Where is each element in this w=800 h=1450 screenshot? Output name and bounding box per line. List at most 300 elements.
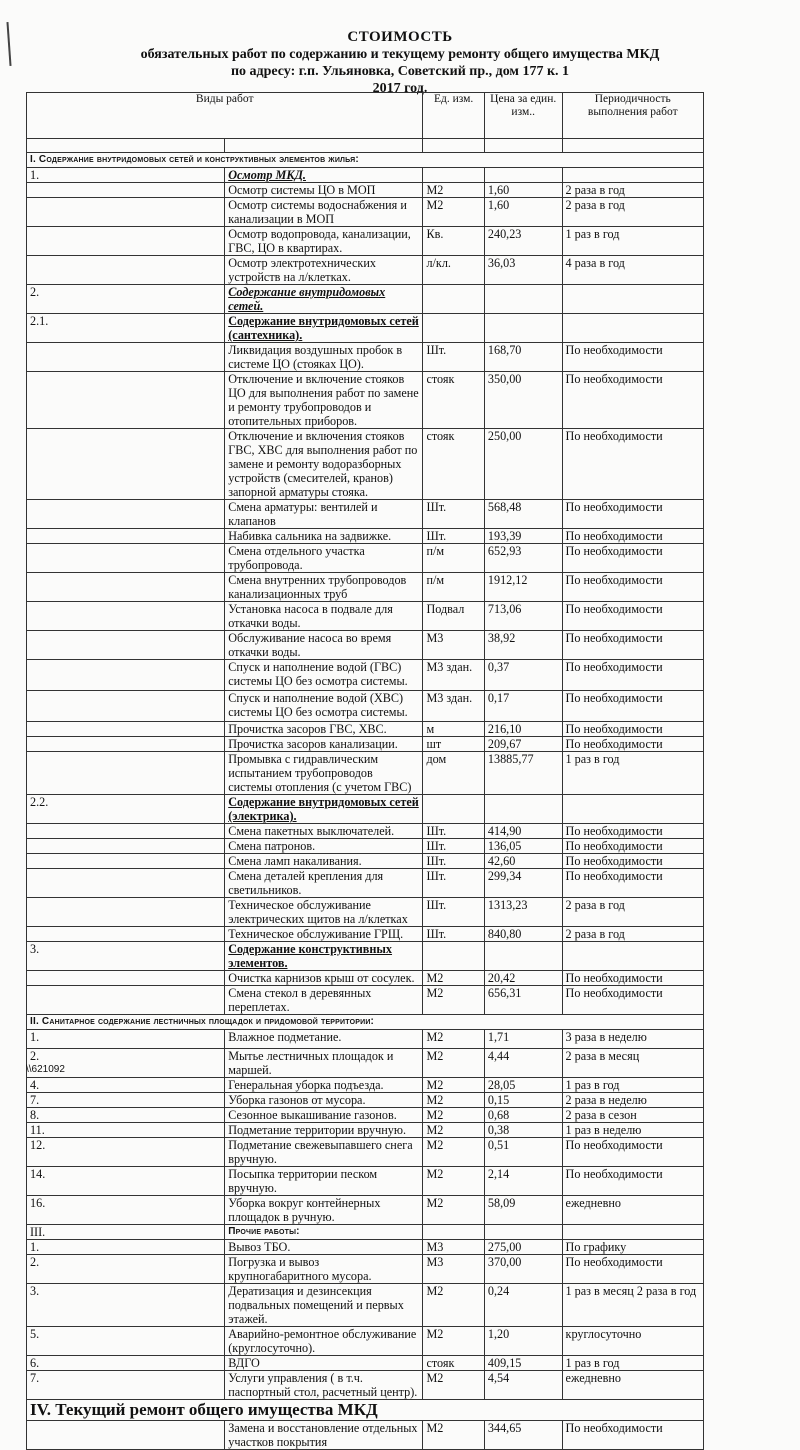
period-cell: 3 раза в неделю [562,1030,703,1049]
work-name: Смена отдельного участка трубопровода. [225,544,423,573]
table-row [27,153,704,168]
period-cell: круглосуточно [562,1327,703,1356]
doc-address: по адресу: г.п. Ульяновка, Советский пр., дом 177 к. 1 [230,64,570,79]
price-cell: 28,05 [484,1078,562,1093]
table-row [27,529,704,544]
period-cell: 1 раз в неделю [562,1123,703,1138]
price-table [26,92,704,1450]
period-cell: 2 раза в год [562,198,703,227]
price-cell: 1,20 [484,1327,562,1356]
price-cell: 209,67 [484,737,562,752]
unit-cell: М3 здан. [423,660,484,691]
table-row [27,1123,704,1138]
unit-cell: М2 [423,1167,484,1196]
unit-cell: стояк [423,429,484,500]
row-number: 7. [27,1093,225,1108]
table-row [27,971,704,986]
work-name: Подметание территории вручную. [225,1123,423,1138]
work-name: Мытье лестничных площадок и маршей. [225,1049,423,1078]
col-header-price: Цена за един. изм.. [484,93,562,139]
row-number [27,898,225,927]
price-cell [484,314,562,343]
period-cell: ежедневно [562,1196,703,1225]
row-number: 2. [27,285,225,314]
work-name: Погрузка и вывоз крупногабаритного мусора. [225,1255,423,1284]
period-cell: По необходимости [562,631,703,660]
document-header [0,28,800,97]
row-number [27,824,225,839]
unit-cell [423,285,484,314]
row-number [27,691,225,722]
col-header-works: Виды работ [27,93,423,139]
price-cell [484,168,562,183]
row-number [27,343,225,372]
work-name [225,139,423,153]
period-cell [562,139,703,153]
unit-cell: М2 [423,183,484,198]
period-cell: По графику [562,1240,703,1255]
table-row [27,343,704,372]
work-name: Подметание свежевыпавшего снега вручную. [225,1138,423,1167]
table-row [27,500,704,529]
table-row [27,691,704,722]
unit-cell: М3 [423,1255,484,1284]
row-number: III. [27,1225,225,1240]
work-name: Промывка с гидравлическим испытанием трубопроводов системы отопления (с учетом ГВС) [225,752,423,795]
row-number [27,372,225,429]
price-cell: 216,10 [484,722,562,737]
period-cell: 2 раза в неделю [562,1093,703,1108]
work-name: Аварийно-ремонтное обслуживание (круглосуточно). [225,1327,423,1356]
price-cell: 20,42 [484,971,562,986]
price-cell: 409,15 [484,1356,562,1371]
doc-subtitle: обязательных работ по содержанию и текущему ремонту общего имущества МКД [140,47,660,62]
period-cell: По необходимости [562,1255,703,1284]
price-cell: 370,00 [484,1255,562,1284]
period-cell: 1 раз в месяц 2 раза в год [562,1284,703,1327]
period-cell: По необходимости [562,691,703,722]
work-name: Отключение и включение стояков ЦО для выполнения работ по замене и ремонту трубопроводов и отопительных приборов. [225,372,423,429]
unit-cell: Шт. [423,927,484,942]
table-row [27,722,704,737]
period-cell: По необходимости [562,500,703,529]
table-row [27,752,704,795]
period-cell: 1 раз в год [562,227,703,256]
row-number: 3. [27,1284,225,1327]
price-cell: 1,60 [484,183,562,198]
unit-cell: М2 [423,1123,484,1138]
table-row [27,139,704,153]
table-row [27,256,704,285]
section-heading: IV. Текущий ремонт общего имущества МКД [27,1400,704,1421]
work-name: Прочистка засоров ГВС, ХВС. [225,722,423,737]
footer-code: \\621092 [26,1064,65,1075]
table-row [27,429,704,500]
table-row [27,1240,704,1255]
row-number [27,631,225,660]
work-name: Техническое обслуживание ГРЩ. [225,927,423,942]
row-number [27,986,225,1015]
col-header-unit: Ед. изм. [423,93,484,139]
unit-cell: Шт. [423,343,484,372]
row-number: 11. [27,1123,225,1138]
row-number [27,544,225,573]
row-number: 12. [27,1138,225,1167]
unit-cell: М2 [423,1049,484,1078]
unit-cell: М3 [423,631,484,660]
work-name: Содержание внутридомовых сетей. [225,285,423,314]
row-number [27,500,225,529]
period-cell [562,942,703,971]
unit-cell: М2 [423,971,484,986]
table-row [27,1225,704,1240]
work-name: Смена деталей крепления для светильников. [225,869,423,898]
table-row [27,1327,704,1356]
price-cell: 136,05 [484,839,562,854]
work-name: Ликвидация воздушных пробок в системе ЦО (стояках ЦО). [225,343,423,372]
work-name: Услуги управления ( в т.ч. паспортный стол, расчетный центр). [225,1371,423,1400]
price-cell: 656,31 [484,986,562,1015]
table-row [27,573,704,602]
row-number: 2.1. [27,314,225,343]
work-name: Смена арматуры: вентилей и клапанов [225,500,423,529]
price-cell: 250,00 [484,429,562,500]
period-cell: По необходимости [562,722,703,737]
work-name: Смена внутренних трубопроводов канализационных труб [225,573,423,602]
period-cell: По необходимости [562,824,703,839]
price-cell: 0,24 [484,1284,562,1327]
table-row [27,839,704,854]
table-row [27,1371,704,1400]
unit-cell: М2 [423,1078,484,1093]
period-cell: 2 раза в сезон [562,1108,703,1123]
table-row [27,602,704,631]
period-cell: 1 раз в год [562,1078,703,1093]
unit-cell: М2 [423,1030,484,1049]
price-table-body [27,93,704,1450]
table-header-row [27,93,704,139]
price-cell: 0,37 [484,660,562,691]
table-row [27,314,704,343]
unit-cell: Шт. [423,839,484,854]
unit-cell: стояк [423,1356,484,1371]
table-row [27,285,704,314]
unit-cell: дом [423,752,484,795]
unit-cell: М3 здан. [423,691,484,722]
price-cell: 414,90 [484,824,562,839]
doc-title: СТОИМОСТЬ [347,29,453,45]
unit-cell: Шт. [423,529,484,544]
price-cell: 42,60 [484,854,562,869]
table-row [27,869,704,898]
work-name: Сезонное выкашивание газонов. [225,1108,423,1123]
table-row [27,1030,704,1049]
table-row [27,168,704,183]
price-cell: 840,80 [484,927,562,942]
row-number [27,198,225,227]
unit-cell: Шт. [423,500,484,529]
work-name: Набивка сальника на задвижке. [225,529,423,544]
row-number: 1. [27,1030,225,1049]
row-number [27,256,225,285]
unit-cell [423,942,484,971]
period-cell [562,314,703,343]
price-cell: 0,17 [484,691,562,722]
price-cell: 4,54 [484,1371,562,1400]
table-row [27,660,704,691]
unit-cell [423,168,484,183]
unit-cell: М3 [423,1240,484,1255]
work-name: Обслуживание насоса во время откачки воды. [225,631,423,660]
period-cell: По необходимости [562,1167,703,1196]
table-row [27,1400,704,1421]
table-row [27,183,704,198]
work-name: Влажное подметание. [225,1030,423,1049]
period-cell: По необходимости [562,1138,703,1167]
price-cell: 13885,77 [484,752,562,795]
price-cell: 58,09 [484,1196,562,1225]
work-name: Вывоз ТБО. [225,1240,423,1255]
table-row [27,1356,704,1371]
table-row [27,1049,704,1078]
row-number [27,529,225,544]
row-number: 2.2. [27,795,225,824]
price-cell: 4,44 [484,1049,562,1078]
price-cell: 2,14 [484,1167,562,1196]
price-cell: 568,48 [484,500,562,529]
unit-cell: Шт. [423,854,484,869]
row-number [27,139,225,153]
period-cell: По необходимости [562,854,703,869]
work-name: Замена и восстановление отдельных участков покрытия [225,1421,423,1450]
row-number [27,573,225,602]
row-number [27,183,225,198]
work-name: Уборка вокруг контейнерных площадок в ручную. [225,1196,423,1225]
unit-cell: п/м [423,544,484,573]
price-cell: 1313,23 [484,898,562,927]
work-name: Смена ламп накаливания. [225,854,423,869]
unit-cell: Подвал [423,602,484,631]
table-row [27,1284,704,1327]
table-row [27,198,704,227]
price-cell: 299,34 [484,869,562,898]
table-row [27,898,704,927]
period-cell: По необходимости [562,544,703,573]
table-row [27,372,704,429]
work-name: Содержание внутридомовых сетей (сантехника). [225,314,423,343]
unit-cell [423,1225,484,1240]
work-name: Спуск и наполнение водой (ГВС) системы ЦО без осмотра системы. [225,660,423,691]
price-cell: 1,71 [484,1030,562,1049]
unit-cell [423,139,484,153]
price-cell: 193,39 [484,529,562,544]
unit-cell: М2 [423,1284,484,1327]
period-cell: По необходимости [562,602,703,631]
row-number [27,227,225,256]
doc-year: 2017 год. [372,81,428,96]
period-cell: По необходимости [562,660,703,691]
price-cell: 38,92 [484,631,562,660]
unit-cell: п/м [423,573,484,602]
work-name: Посыпка территории песком вручную. [225,1167,423,1196]
row-number [27,722,225,737]
col-header-period: Периодичность выполнения работ [562,93,703,139]
period-cell [562,168,703,183]
table-row [27,824,704,839]
row-number: 3. [27,942,225,971]
work-name: Очистка карнизов крыш от сосулек. [225,971,423,986]
period-cell: По необходимости [562,372,703,429]
period-cell: По необходимости [562,573,703,602]
period-cell [562,795,703,824]
price-cell: 350,00 [484,372,562,429]
table-row [27,1167,704,1196]
price-cell: 1,60 [484,198,562,227]
price-cell [484,1225,562,1240]
row-number: 5. [27,1327,225,1356]
table-row [27,1138,704,1167]
unit-cell: м [423,722,484,737]
price-cell [484,795,562,824]
unit-cell [423,795,484,824]
row-number: 14. [27,1167,225,1196]
work-name: Генеральная уборка подъезда. [225,1078,423,1093]
work-name: ВДГО [225,1356,423,1371]
unit-cell: М2 [423,1093,484,1108]
row-number: 6. [27,1356,225,1371]
unit-cell: Шт. [423,824,484,839]
table-row [27,1015,704,1030]
unit-cell: М2 [423,1196,484,1225]
table-row [27,631,704,660]
unit-cell: М2 [423,1421,484,1450]
period-cell: По необходимости [562,971,703,986]
work-name: Осмотр водопровода, канализации, ГВС, ЦО в квартирах. [225,227,423,256]
period-cell: По необходимости [562,1421,703,1450]
period-cell: По необходимости [562,343,703,372]
table-row [27,986,704,1015]
period-cell: По необходимости [562,429,703,500]
work-name: Содержание внутридомовых сетей (электрика). [225,795,423,824]
work-name: Осмотр системы водоснабжения и канализации в МОП [225,198,423,227]
price-cell: 0,68 [484,1108,562,1123]
work-name: Установка насоса в подвале для откачки воды. [225,602,423,631]
period-cell: По необходимости [562,737,703,752]
table-row [27,544,704,573]
table-row [27,1078,704,1093]
period-cell: 1 раз в год [562,1356,703,1371]
unit-cell: М2 [423,1371,484,1400]
table-row [27,927,704,942]
table-row [27,227,704,256]
price-cell: 0,51 [484,1138,562,1167]
work-name: Смена патронов. [225,839,423,854]
row-number: 2. [27,1255,225,1284]
row-number: 7. [27,1371,225,1400]
work-name: Содержание конструктивных элементов. [225,942,423,971]
price-cell [484,942,562,971]
price-cell: 713,06 [484,602,562,631]
row-number [27,602,225,631]
row-number: 2. [27,1049,225,1078]
row-number [27,869,225,898]
unit-cell: л/кл. [423,256,484,285]
table-row [27,1255,704,1284]
period-cell: 4 раза в год [562,256,703,285]
period-cell [562,1225,703,1240]
unit-cell: стояк [423,372,484,429]
work-name: Техническое обслуживание электрических щитов на л/клетках [225,898,423,927]
period-cell: ежедневно [562,1371,703,1400]
work-name: Уборка газонов от мусора. [225,1093,423,1108]
period-cell: По необходимости [562,529,703,544]
row-number [27,1421,225,1450]
period-cell: По необходимости [562,986,703,1015]
unit-cell: Шт. [423,869,484,898]
period-cell: 2 раза в месяц [562,1049,703,1078]
unit-cell: М2 [423,198,484,227]
table-row [27,942,704,971]
table-row [27,737,704,752]
period-cell: По необходимости [562,839,703,854]
work-name: Дератизация и дезинсекция подвальных помещений и первых этажей. [225,1284,423,1327]
row-number: 8. [27,1108,225,1123]
unit-cell: Шт. [423,898,484,927]
price-cell: 0,15 [484,1093,562,1108]
table-row [27,795,704,824]
unit-cell: М2 [423,1327,484,1356]
work-name: Отключение и включения стояков ГВС, ХВС для выполнения работ по замене и ремонту водоразборных устройств (смесителей, кранов) запорной арматуры стояка. [225,429,423,500]
price-cell: 652,93 [484,544,562,573]
row-number [27,927,225,942]
period-cell: По необходимости [562,869,703,898]
section-heading: II. Санитарное содержание лестничных площадок и придомовой территории: [27,1015,704,1030]
unit-cell [423,314,484,343]
unit-cell: Кв. [423,227,484,256]
price-cell: 240,23 [484,227,562,256]
period-cell [562,285,703,314]
period-cell: 2 раза в год [562,898,703,927]
period-cell: 2 раза в год [562,927,703,942]
price-cell: 1912,12 [484,573,562,602]
row-number [27,854,225,869]
row-number [27,839,225,854]
row-number: 1. [27,1240,225,1255]
row-number: 1. [27,168,225,183]
work-name: Осмотр МКД. [225,168,423,183]
table-row [27,1421,704,1450]
price-cell: 168,70 [484,343,562,372]
price-cell: 0,38 [484,1123,562,1138]
row-number [27,752,225,795]
row-number [27,660,225,691]
work-name: Спуск и наполнение водой (ХВС) системы ЦО без осмотра системы. [225,691,423,722]
price-cell: 275,00 [484,1240,562,1255]
work-name: Осмотр системы ЦО в МОП [225,183,423,198]
unit-cell: М2 [423,986,484,1015]
row-number [27,971,225,986]
section-heading: I. Содержание внутридомовых сетей и конструктивных элементов жилья: [27,153,704,168]
table-row [27,854,704,869]
table-row [27,1196,704,1225]
unit-cell: М2 [423,1138,484,1167]
row-number: 16. [27,1196,225,1225]
work-name: Смена стекол в деревянных переплетах. [225,986,423,1015]
work-name: Прочие работы: [225,1225,423,1240]
work-name: Прочистка засоров канализации. [225,737,423,752]
price-cell: 36,03 [484,256,562,285]
row-number [27,429,225,500]
